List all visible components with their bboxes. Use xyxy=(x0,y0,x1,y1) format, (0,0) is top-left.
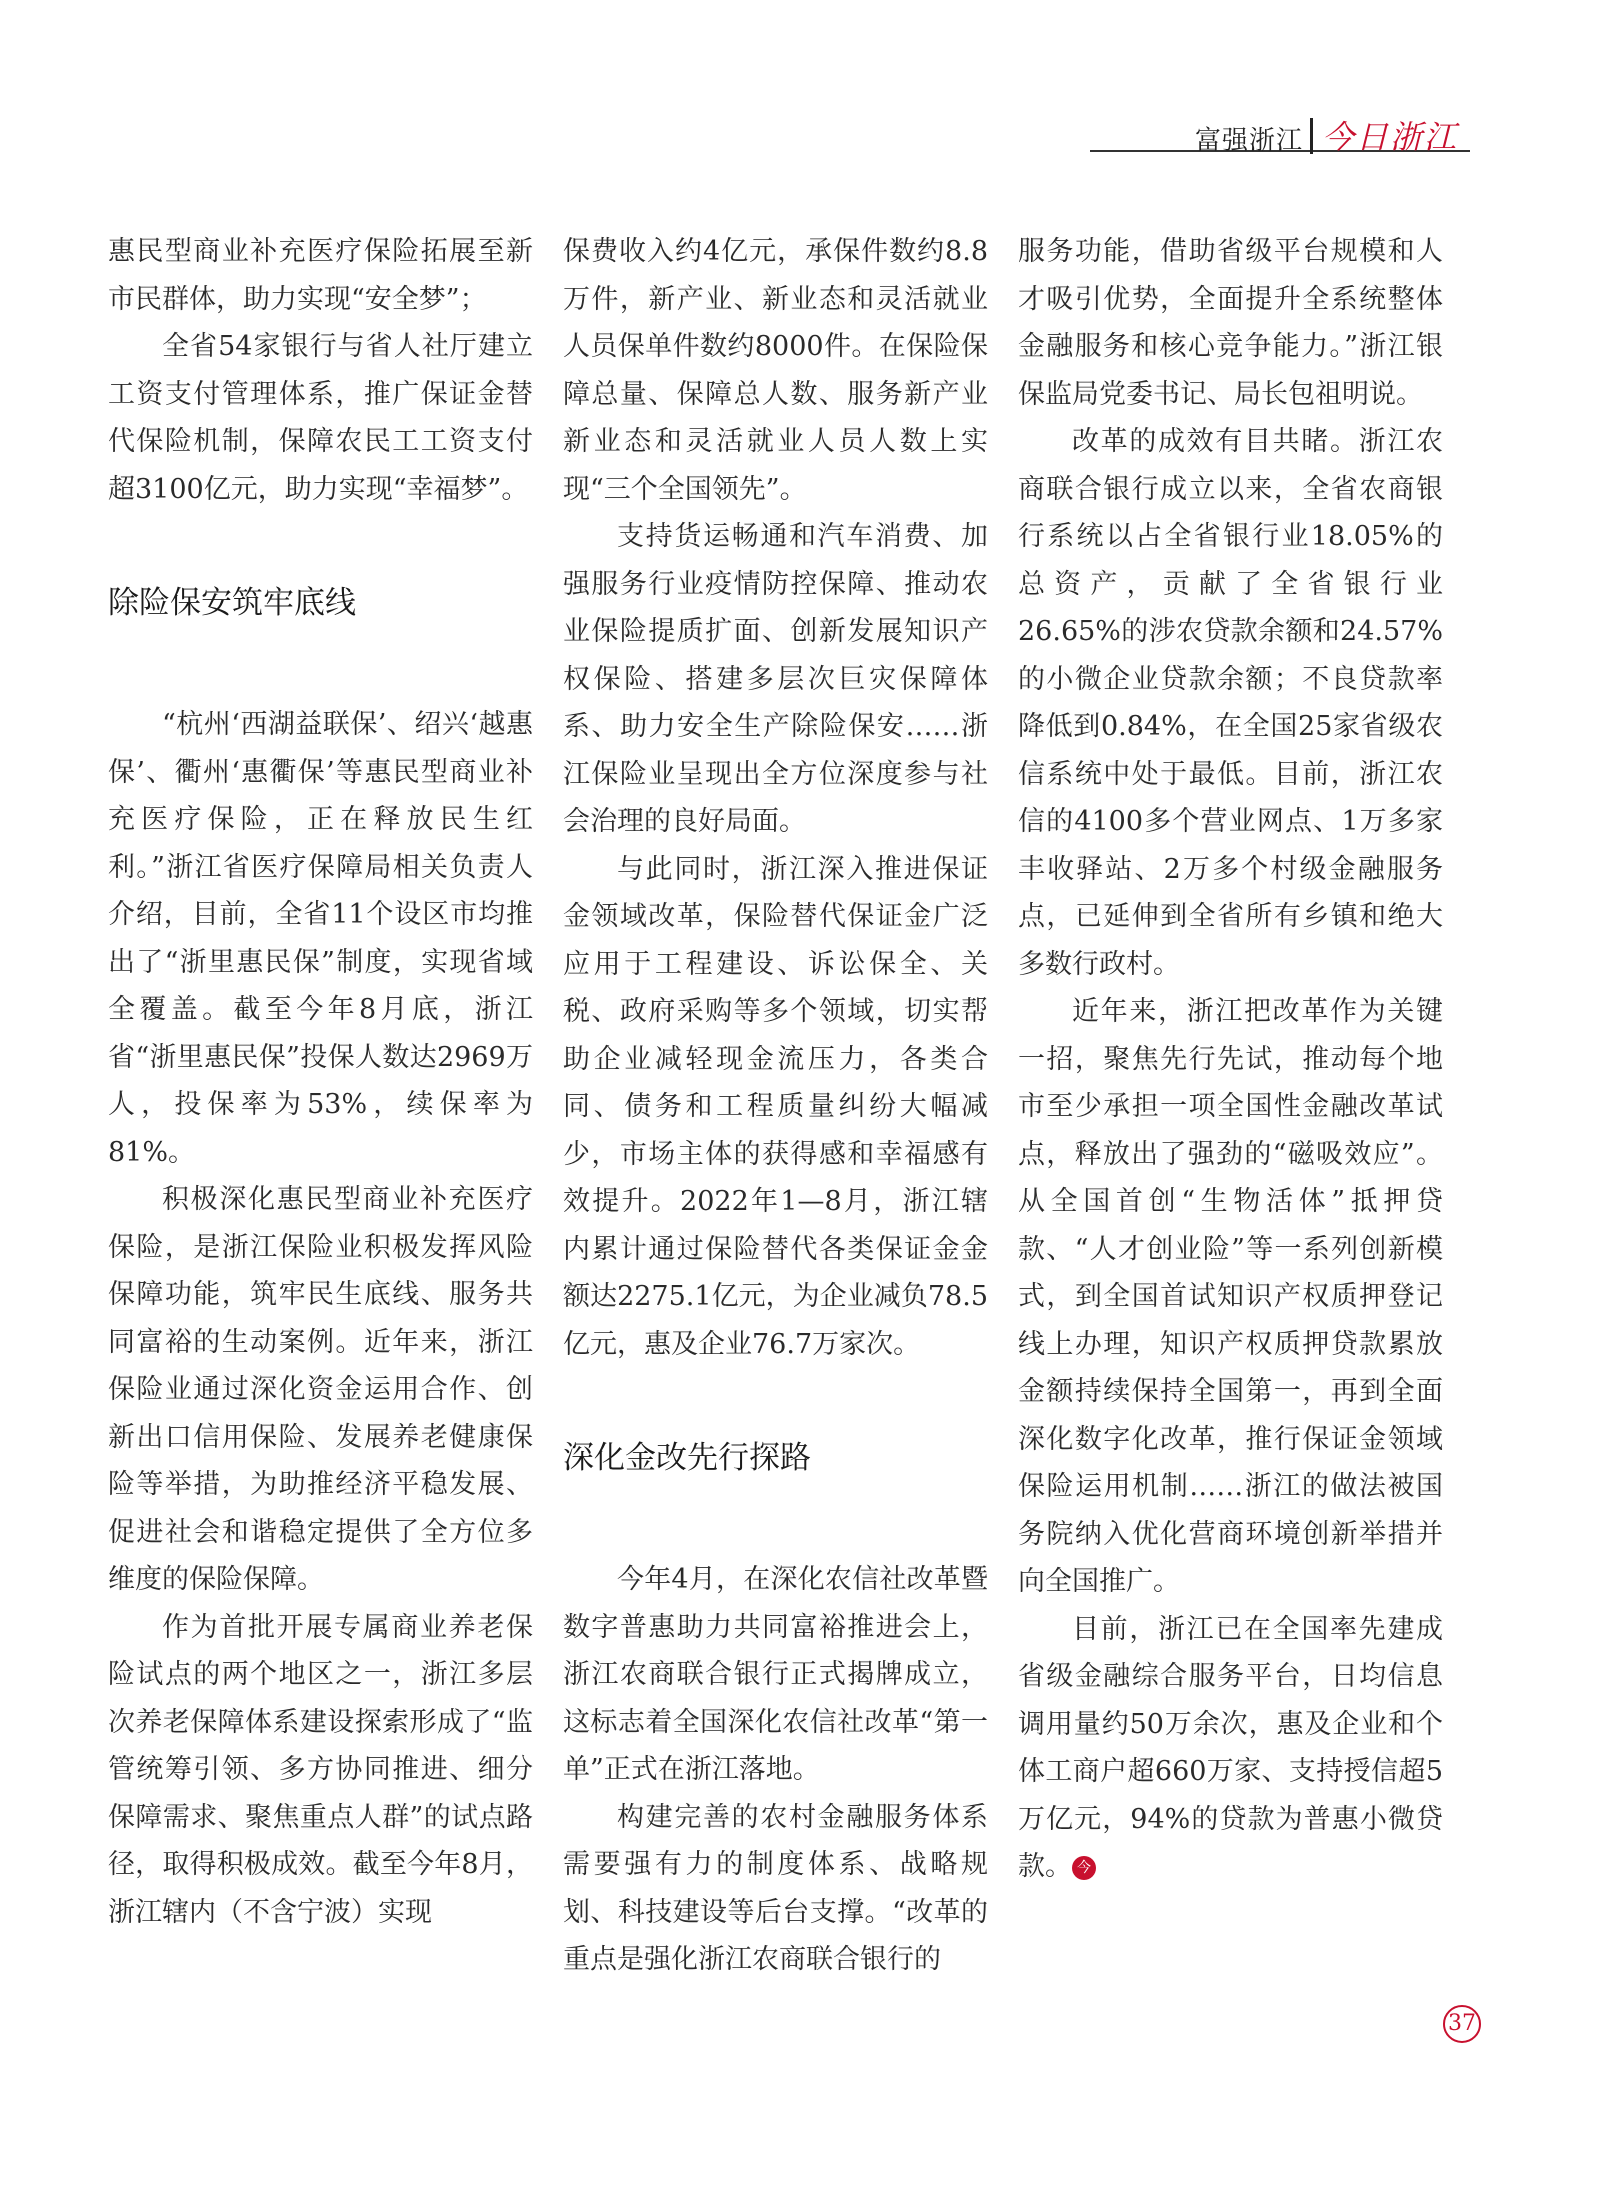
paragraph: 积极深化惠民型商业补充医疗保险，是浙江保险业积极发挥风险保障功能，筑牢民生底线、服务共同富裕的生动案例。近年来，浙江保险业通过深化资金运用合作、创新出口信用保险、发展养老健康保险等举措，为助推经济平稳发展、促进社会和谐稳定提供了全方位多维度的保险保障。 xyxy=(108,1184,533,1595)
paragraph: 支持货运畅通和汽车消费、加强服务行业疫情防控保障、推动农业保险提质扩面、创新发展知识产权保险、搭建多层次巨灾保障体系、助力安全生产除险保安……浙江保险业呈现出全方位深度参与社会治理的良好局面。 xyxy=(563,521,988,837)
paragraph: 惠民型商业补充医疗保险拓展至新市民群体，助力实现“安全梦”； xyxy=(108,236,533,315)
paragraph: 与此同时，浙江深入推进保证金领域改革，保险替代保证金广泛应用于工程建设、诉讼保全、关税、政府采购等多个领域，切实帮助企业减轻现金流压力，各类合同、债务和工程质量纠纷大幅减少，市场主体的获得感和幸福感有效提升。2022年1—8月，浙江辖内累计通过保险替代各类保证金金额达2275.1亿元，为企业减负78.5亿元，惠及企业76.7万家次。 xyxy=(563,853,988,1360)
paragraph: 作为首批开展专属商业养老保险试点的两个地区之一，浙江多层次养老保障体系建设探索形成了“监管统筹引领、多方协同推进、细分保障需求、聚焦重点人群”的试点路径，取得积极成效。截至今年8月，浙江辖内（不含宁波）实现 xyxy=(108,1611,533,1928)
section-title: 富强浙江 xyxy=(1195,126,1304,156)
column-2 xyxy=(563,228,988,1984)
column-1 xyxy=(108,228,533,1936)
end-mark-icon: 今 xyxy=(1072,1856,1096,1880)
column-3 xyxy=(1018,228,1443,1891)
paragraph xyxy=(1018,1606,1443,1891)
paragraph: 近年来，浙江把改革作为关键一招，聚焦先行先试，推动每个地市至少承担一项全国性金融改革试点，释放出了强劲的“磁吸效应”。从全国首创“生物活体”抵押贷款、“人才创业险”等一系列创新模式，到全国首试知识产权质押登记线上办理，知识产权质押贷款累放金额持续保持全国第一，再到全面深化数字化改革，推行保证金领域保险运用机制……浙江的做法被国务院纳入优化营商环境创新举措并向全国推广。 xyxy=(1018,996,1443,1597)
paragraph: 构建完善的农村金融服务体系需要强有力的制度体系、战略规划、科技建设等后台支撑。“改革的重点是强化浙江农商联合银行的 xyxy=(563,1801,988,1975)
paragraph: 改革的成效有目共睹。浙江农商联合银行成立以来，全省农商银行系统以占全省银行业18.05%的总资产，贡献了全省银行业26.65%的涉农贷款余额和24.57%的小微企业贷款余额；不良贷款率降低到0.84%，在全国25家省级农信系统中处于最低。目前，浙江农信的4100多个营业网点、1万多家丰收驿站、2万多个村级金融服务点，已延伸到全省所有乡镇和绝大多数行政村。 xyxy=(1018,426,1443,980)
section-heading: 除险保安筑牢底线 xyxy=(108,585,356,621)
paragraph: 服务功能，借助省级平台规模和人才吸引优势，全面提升全系统整体金融服务和核心竞争能力。”浙江银保监局党委书记、局长包祖明说。 xyxy=(1018,236,1443,410)
section-heading: 深化金改先行探路 xyxy=(563,1440,811,1476)
paragraph: “杭州‘西湖益联保’、绍兴‘越惠保’、衢州‘惠衢保’等惠民型商业补充医疗保险，正在释放民生红利。”浙江省医疗保障局相关负责人介绍，目前，全省11个设区市均推出了“浙里惠民保”制度，实现省域全覆盖。截至今年8月底，浙江省“浙里惠民保”投保人数达2969万人，投保率为53%，续保率为81%。 xyxy=(108,709,533,1168)
paragraph: 今年4月，在深化农信社改革暨数字普惠助力共同富裕推进会上，浙江农商联合银行正式揭牌成立，这标志着全国深化农信社改革“第一单”正式在浙江落地。 xyxy=(563,1564,988,1785)
paragraph: 全省54家银行与省人社厅建立工资支付管理体系，推广保证金替代保险机制，保障农民工工资支付超3100亿元，助力实现“幸福梦”。 xyxy=(108,331,533,505)
paragraph: 保费收入约4亿元，承保件数约8.8万件，新产业、新业态和灵活就业人员保单件数约8000件。在保险保障总量、保障总人数、服务新产业新业态和灵活就业人员人数上实现“三个全国领先”。 xyxy=(563,236,988,505)
magazine-logo: 今日浙江 xyxy=(1322,118,1459,156)
page-number: 37 xyxy=(1443,2005,1481,2043)
header-separator xyxy=(1310,118,1313,154)
paragraph-text: 目前，浙江已在全国率先建成省级金融综合服务平台，日均信息调用量约50万余次，惠及企业和个体工商户超660万家、支持授信超5万亿元，94%的贷款为普惠小微贷款。 xyxy=(1018,1613,1443,1882)
